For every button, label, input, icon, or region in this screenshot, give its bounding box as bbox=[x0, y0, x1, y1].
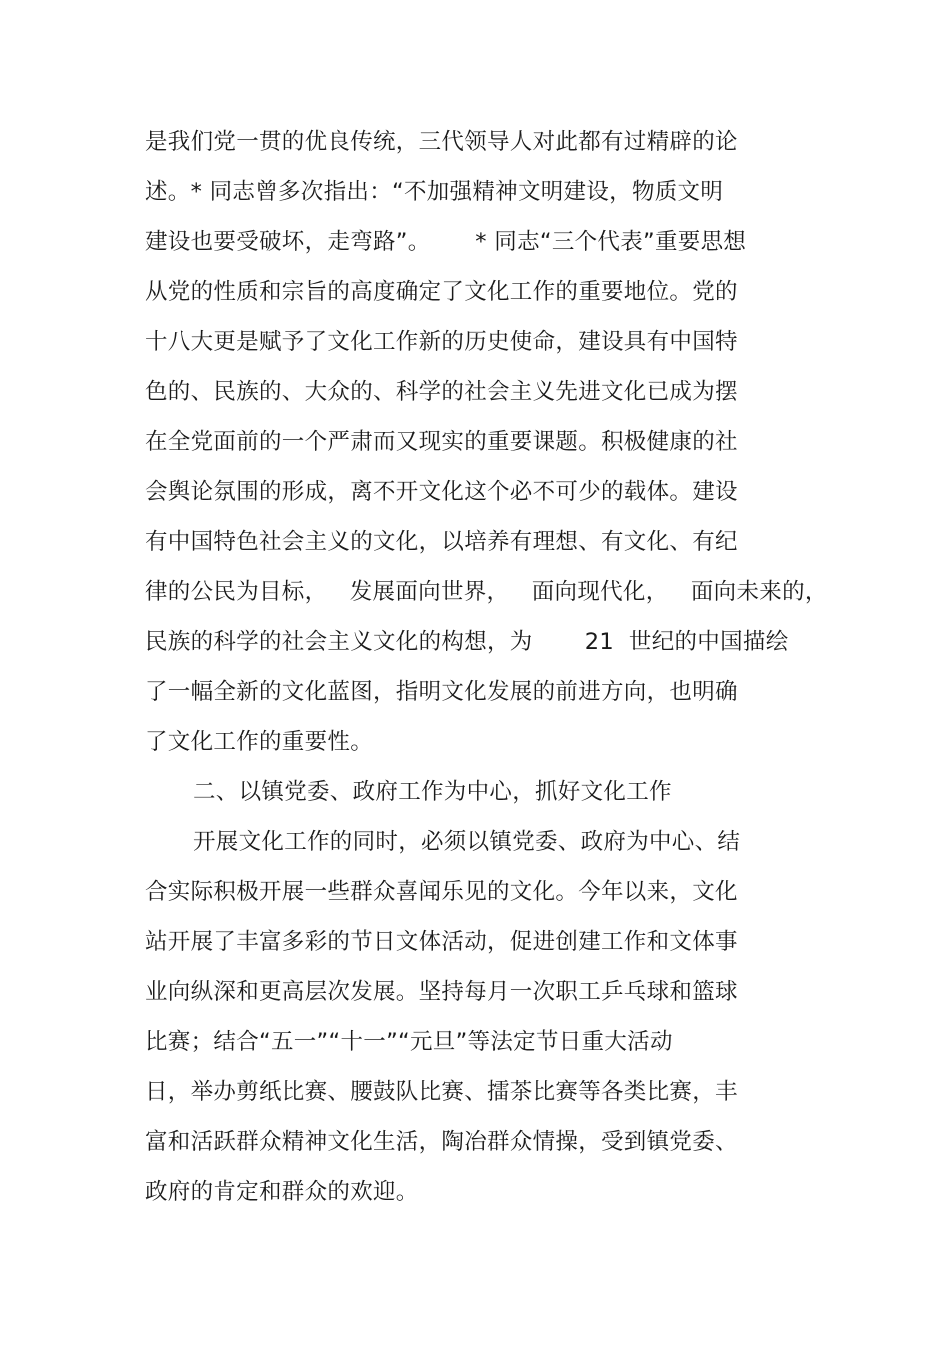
body-line: 比赛；结合“五一”“十一”“元旦”等法定节日重大活动 bbox=[145, 1029, 673, 1055]
body-line: 从党的性质和宗旨的高度确定了文化工作的重要地位。党的 bbox=[145, 279, 738, 305]
body-line: 十八大更是赋予了文化工作新的历史使命，建设具有中国特 bbox=[145, 329, 738, 355]
body-line: 开展文化工作的同时，必须以镇党委、政府为中心、结 bbox=[193, 829, 741, 855]
body-line: 了一幅全新的文化蓝图，指明文化发展的前进方向，也明确 bbox=[145, 679, 738, 705]
body-line: 站开展了丰富多彩的节日文体活动，促进创建工作和文体事 bbox=[145, 929, 738, 955]
body-line: 述。* 同志曾多次指出：“不加强精神文明建设，物质文明 bbox=[145, 179, 724, 205]
body-line: 色的、民族的、大众的、科学的社会主义先进文化已成为摆 bbox=[145, 379, 738, 405]
body-line: 会舆论氛围的形成，离不开文化这个必不可少的载体。建设 bbox=[145, 479, 738, 505]
body-line: 了文化工作的重要性。 bbox=[145, 729, 374, 755]
body-line: 有中国特色社会主义的文化，以培养有理想、有文化、有纪 bbox=[145, 529, 738, 555]
body-line: 律的公民为目标， 发展面向世界， 面向现代化， 面向未来的， bbox=[145, 579, 828, 605]
body-line: 合实际积极开展一些群众喜闻乐见的文化。今年以来，文化 bbox=[145, 879, 738, 905]
section-heading: 二、以镇党委、政府工作为中心，抓好文化工作 bbox=[193, 779, 672, 805]
body-line: 富和活跃群众精神文化生活，陶冶群众情操，受到镇党委、 bbox=[145, 1129, 738, 1155]
body-line: 业向纵深和更高层次发展。坚持每月一次职工乒乓球和篮球 bbox=[145, 979, 738, 1005]
body-line: 日，举办剪纸比赛、腰鼓队比赛、擂茶比赛等各类比赛，丰 bbox=[145, 1079, 738, 1105]
body-line: 是我们党一贯的优良传统，三代领导人对此都有过精辟的论 bbox=[145, 129, 738, 155]
body-line: 政府的肯定和群众的欢迎。 bbox=[145, 1179, 419, 1205]
body-line: 在全党面前的一个严肃而又现实的重要课题。积极健康的社 bbox=[145, 429, 738, 455]
body-line: 建设也要受破坏，走弯路”。 * 同志“三个代表”重要思想 bbox=[145, 229, 747, 255]
body-line: 民族的科学的社会主义文化的构想，为 21 世纪的中国描绘 bbox=[145, 629, 789, 655]
